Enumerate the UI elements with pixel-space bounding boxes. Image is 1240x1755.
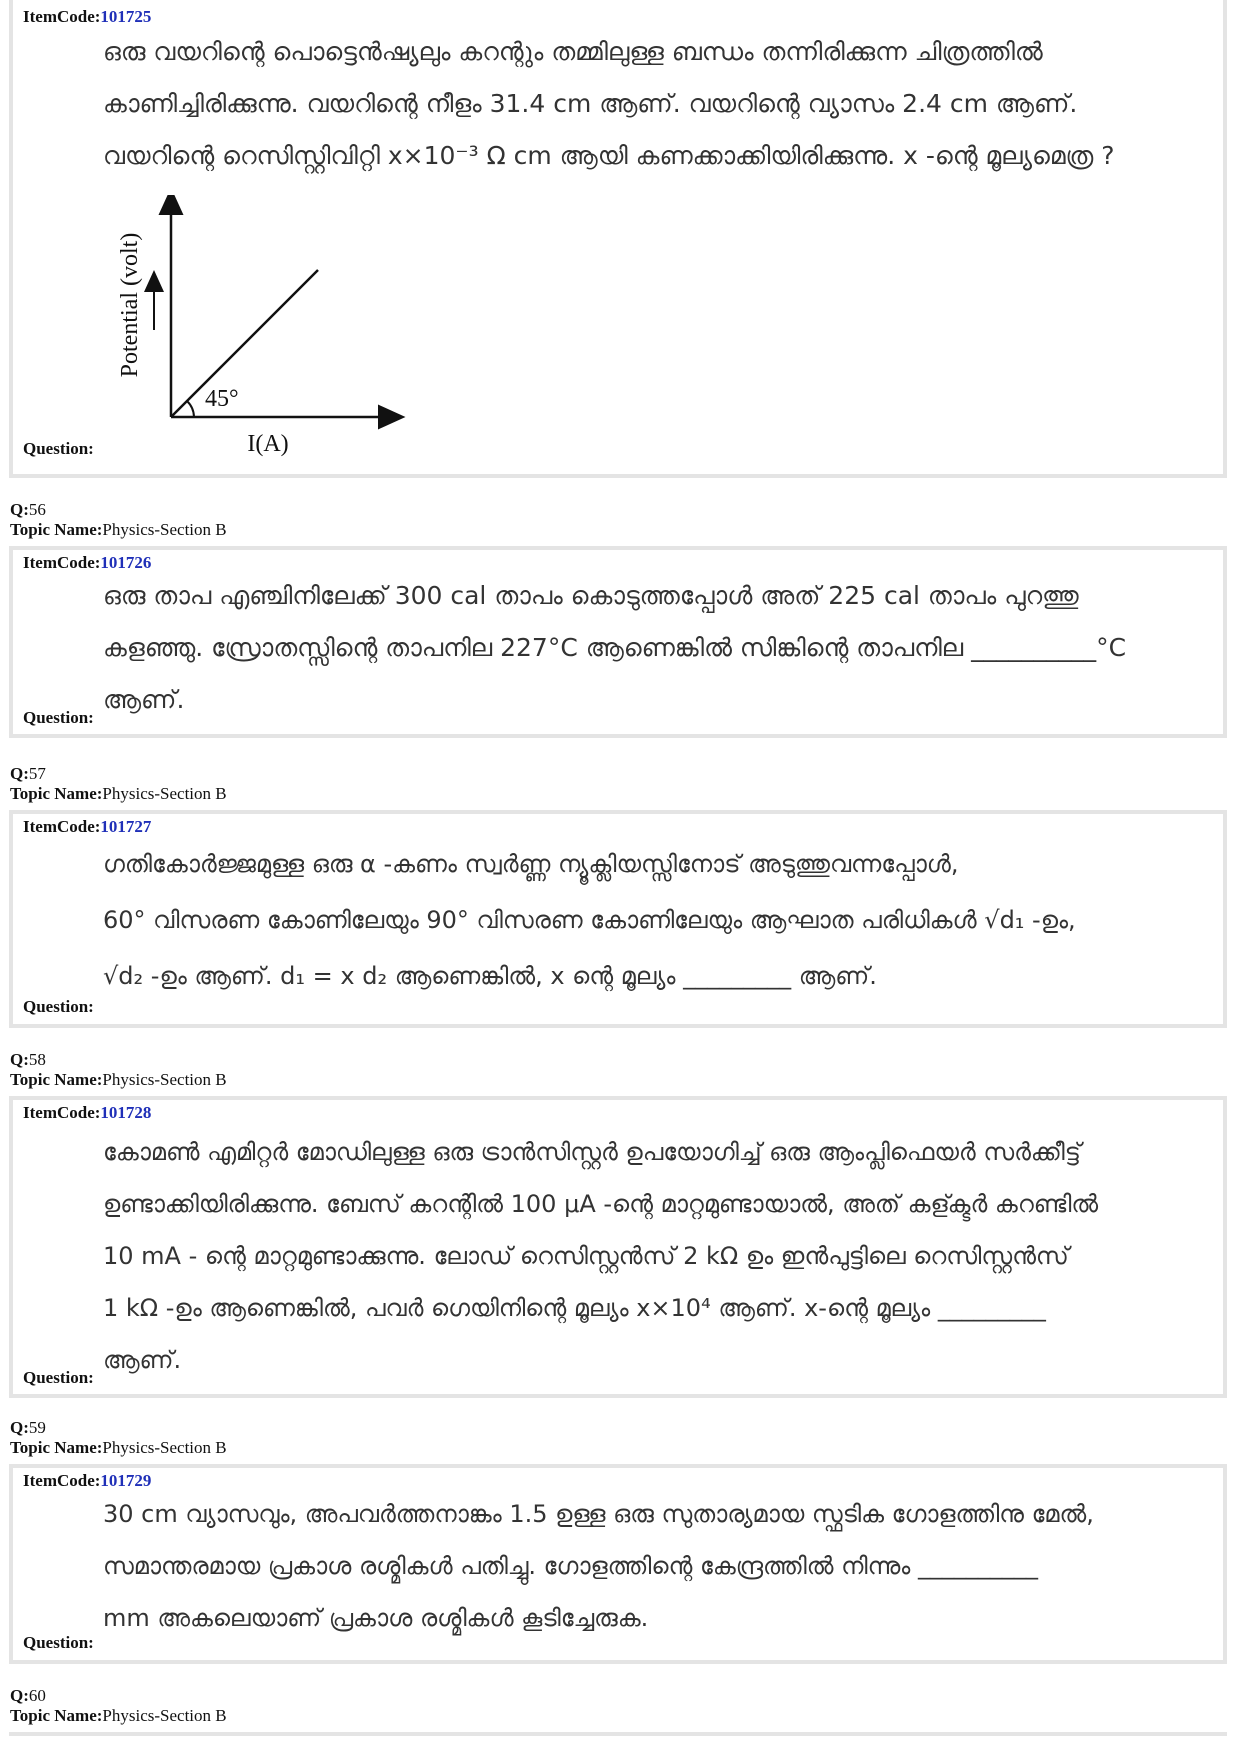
question-line: mm അകലെയാണ് പ്രകാശ രശ്മികൾ കൂടിച്ചേരുക. <box>103 1604 649 1632</box>
question-text <box>103 26 1223 182</box>
item-code-label: ItemCode: <box>23 7 101 26</box>
question-line: ഒരു താപ എഞ്ചിനിലേക്ക് 300 cal താപം കൊടുത്തപ്പോൾ അത് 225 cal താപം പുറത്തു <box>103 581 1079 610</box>
question-line: ആണ്. <box>103 685 185 714</box>
y-axis-label: Potential (volt) <box>117 232 143 378</box>
question-meta <box>10 1686 227 1726</box>
item-code-label: ItemCode: <box>23 553 101 572</box>
question-card <box>9 0 1227 478</box>
question-line: ആണ്. <box>103 1346 182 1374</box>
topic-label: Topic Name: <box>10 1070 103 1089</box>
question-meta <box>10 1050 227 1090</box>
question-line: √d₂ -ഉം ആണ്. d₁ = x d₂ ആണെങ്കിൽ, x ന്റെ മൂല്യം _________ ആണ്. <box>103 962 877 990</box>
q-label: Q: <box>10 764 29 783</box>
angle-label: 45° <box>205 386 239 412</box>
topic-name: Physics-Section B <box>102 1706 227 1725</box>
q-number: 60 <box>28 1686 46 1705</box>
item-code-label: ItemCode: <box>23 1103 101 1122</box>
item-code-value: 101726 <box>100 553 152 572</box>
q-label: Q: <box>10 1418 29 1437</box>
question-label: Question: <box>23 708 94 727</box>
question-label: Question: <box>23 1368 94 1387</box>
item-code-label: ItemCode: <box>23 817 101 836</box>
q-number: 57 <box>28 764 46 783</box>
q-number: 58 <box>28 1050 46 1069</box>
question-line: 30 cm വ്യാസവും, അപവർത്തനാങ്കം 1.5 ഉള്ള ഒരു സുതാര്യമായ സ്ഫടിക ഗോളത്തിനു മേൽ, <box>103 1500 1094 1528</box>
item-code-value: 101727 <box>100 817 152 836</box>
question-label: Question: <box>23 439 94 458</box>
q-number: 56 <box>28 500 46 519</box>
item-code <box>23 1103 151 1123</box>
question-card <box>9 546 1227 738</box>
item-code <box>23 7 151 27</box>
q-number: 59 <box>28 1418 46 1437</box>
potential-current-graph <box>108 195 408 465</box>
question-label: Question: <box>23 997 94 1016</box>
topic-name: Physics-Section B <box>102 1438 227 1457</box>
question-line: കാണിച്ചിരിക്കുന്നു. വയറിന്റെ നീളം 31.4 cm ആണ്. വയറിന്റെ വ്യാസം 2.4 cm ആണ്. <box>103 89 1078 118</box>
topic-label: Topic Name: <box>10 520 103 539</box>
q-label: Q: <box>10 500 29 519</box>
question-card <box>9 1096 1227 1398</box>
item-code-value: 101729 <box>100 1471 152 1490</box>
question-meta <box>10 764 227 804</box>
item-code <box>23 817 151 837</box>
question-card <box>9 1464 1227 1664</box>
question-line: 60° വിസരണ കോണിലേയും 90° വിസരണ കോണിലേയും ആഘാത പരിധികൾ √d₁ -ഉം, <box>103 906 1076 934</box>
question-line: കോമൺ എമിറ്റർ മോഡിലുള്ള ഒരു ട്രാൻസിസ്റ്റർ ഉപയോഗിച്ച് ഒരു ആംപ്ലിഫെയർ സർക്കീട്ട് <box>103 1138 1081 1166</box>
question-text <box>103 1126 1223 1386</box>
question-meta <box>10 1418 227 1458</box>
question-line: സമാന്തരമായ പ്രകാശ രശ്മികൾ പതിച്ചു. ഗോളത്തിന്റെ കേന്ദ്രത്തിൽ നിന്നും __________ <box>103 1552 1038 1580</box>
topic-name: Physics-Section B <box>102 520 227 539</box>
question-line: ഗതികോർജ്ജമുള്ള ഒരു α -കണം സ്വർണ്ണ ന്യൂക്ലിയസ്സിനോട് അടുത്തുവന്നപ്പോൾ, <box>103 850 959 878</box>
question-line: കളഞ്ഞു. സ്രോതസ്സിന്റെ താപനില 227°C ആണെങ്കിൽ സിങ്കിന്റെ താപനില __________°C <box>103 633 1127 662</box>
question-meta <box>10 500 227 540</box>
question-text <box>103 570 1223 726</box>
topic-label: Topic Name: <box>10 1438 103 1457</box>
q-label: Q: <box>10 1050 29 1069</box>
item-code-value: 101728 <box>100 1103 152 1122</box>
q-label: Q: <box>10 1686 29 1705</box>
question-line: 10 mA - ന്റെ മാറ്റമുണ്ടാക്കുന്നു. ലോഡ് റെസിസ്റ്റൻസ് 2 kΩ ഉം ഇൻപുട്ടിലെ റെസിസ്റ്റൻസ് <box>103 1242 1069 1270</box>
question-text <box>103 836 1223 1004</box>
question-line: 1 kΩ -ഉം ആണെങ്കിൽ, പവർ ഗെയിനിന്റെ മൂല്യം x×10⁴ ആണ്. x-ന്റെ മൂല്യം _________ <box>103 1294 1046 1322</box>
card-top-border <box>9 1732 1227 1736</box>
question-line: ഉണ്ടാക്കിയിരിക്കുന്നു. ബേസ് കറന്റിൽ 100 μA -ന്റെ മാറ്റമുണ്ടായാൽ, അത് കള്ക്ടർ കറണ്ടിൽ <box>103 1190 1099 1218</box>
question-text <box>103 1488 1223 1644</box>
question-line: വയറിന്റെ റെസിസ്റ്റിവിറ്റി x×10⁻³ Ω cm ആയി കണക്കാക്കിയിരിക്കുന്നു. x -ന്റെ മൂല്യമെത്ര ? <box>103 141 1115 170</box>
topic-label: Topic Name: <box>10 1706 103 1725</box>
topic-name: Physics-Section B <box>102 1070 227 1089</box>
topic-label: Topic Name: <box>10 784 103 803</box>
x-axis-label: I(A) <box>247 431 289 457</box>
question-line: ഒരു വയറിന്റെ പൊട്ടെൻഷ്യലും കറന്റും തമ്മിലുള്ള ബന്ധം തന്നിരിക്കുന്ന ചിത്രത്തിൽ <box>103 37 1043 66</box>
question-card <box>9 810 1227 1028</box>
question-label: Question: <box>23 1633 94 1652</box>
graph-line <box>171 270 318 417</box>
topic-name: Physics-Section B <box>102 784 227 803</box>
angle-arc <box>187 401 194 417</box>
item-code-label: ItemCode: <box>23 1471 101 1490</box>
item-code-value: 101725 <box>100 7 152 26</box>
